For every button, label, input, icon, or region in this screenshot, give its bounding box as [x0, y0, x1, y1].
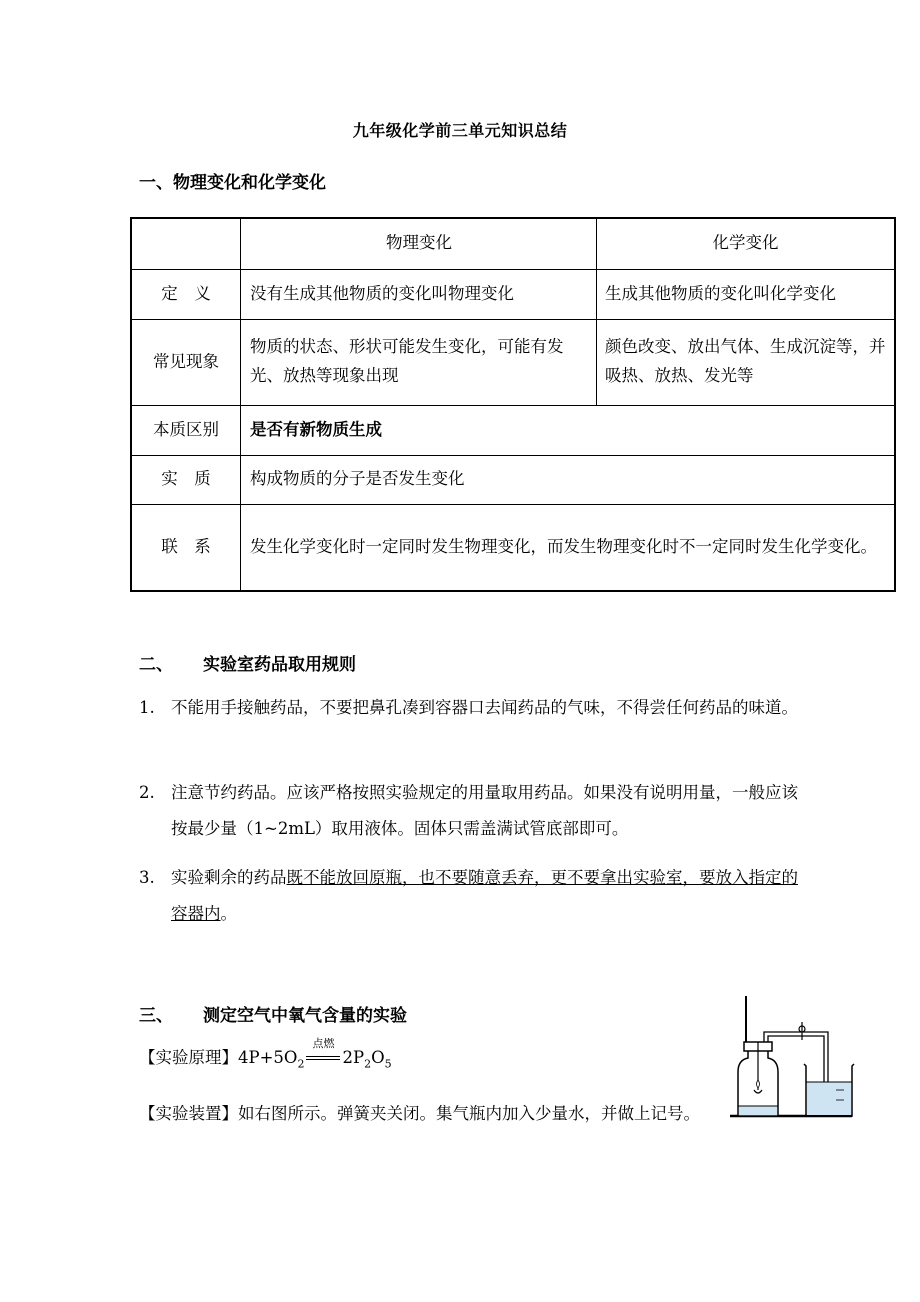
row-label: 常见现象 — [131, 319, 241, 405]
equation-subscript: 5 — [384, 1057, 392, 1071]
item-text: 注意节约药品。应该严格按照实验规定的用量取用药品。如果没有说明用量，一般应该按最少量（1~2mL）取用液体。固体只需盖满试管底部即可。 — [171, 783, 798, 838]
principle-label: 【实验原理】 — [139, 1048, 238, 1067]
equation-subscript: 2 — [364, 1057, 372, 1071]
condition-text: 点燃 — [312, 1036, 335, 1050]
list-item — [139, 860, 799, 932]
comparison-table — [130, 217, 896, 592]
equation-rhs: O — [371, 1048, 385, 1067]
section2-heading — [139, 650, 356, 675]
item-text-underlined: 既不能放回原瓶，也不要随意丢弃，更不要拿出实验室，要放入指定的容器内 — [171, 868, 798, 923]
item-text-plain: 实验剩余的药品 — [171, 868, 287, 887]
equation-subscript: 2 — [297, 1057, 305, 1071]
apparatus-label: 【实验装置】 — [139, 1104, 238, 1123]
item-number: 1. — [139, 698, 155, 717]
cell-merged: 发生化学变化时一定同时发生物理变化，而发生物理变化时不一定同时发生化学变化。 — [241, 504, 896, 591]
oxygen-experiment-apparatus — [724, 990, 864, 1122]
cell-merged: 是否有新物质生成 — [241, 405, 896, 455]
apparatus-text: 如右图所示。弹簧夹关闭。集气瓶内加入少量水，并做上记号。 — [238, 1104, 700, 1123]
section1-heading: 一、物理变化和化学变化 — [139, 173, 326, 193]
item-text — [171, 860, 799, 932]
item-text-end: 。 — [220, 904, 237, 923]
table-row — [131, 405, 895, 455]
cell-chemical: 生成其他物质的变化叫化学变化 — [597, 269, 896, 319]
section3-heading — [139, 1001, 407, 1026]
table-corner-cell — [131, 218, 241, 269]
page-title: 九年级化学前三单元知识总结 — [352, 121, 568, 140]
row-label: 定 义 — [131, 269, 241, 319]
equation-rhs: 2P — [342, 1048, 365, 1067]
header-chemical: 化学变化 — [597, 218, 896, 269]
row-label: 联 系 — [131, 504, 241, 591]
cell-chemical: 颜色改变、放出气体、生成沉淀等，并吸热、放热、发光等 — [597, 319, 896, 405]
list-item — [139, 690, 799, 726]
reaction-equation — [238, 1036, 392, 1083]
item-number: 3. — [139, 868, 155, 887]
cell-merged: 构成物质的分子是否发生变化 — [241, 455, 896, 504]
apparatus-paragraph — [139, 1095, 724, 1133]
table-row — [131, 455, 895, 504]
equation-lhs: 4P+5O — [238, 1048, 298, 1067]
item-text: 不能用手接触药品，不要把鼻孔凑到容器口去闻药品的气味，不得尝任何药品的味道。 — [171, 698, 798, 717]
section2-number: 二、 — [139, 655, 173, 675]
row-label: 实 质 — [131, 455, 241, 504]
principle-line — [139, 1036, 724, 1083]
table-header-row — [131, 218, 895, 269]
section3-title: 测定空气中氧气含量的实验 — [203, 1006, 407, 1026]
table-row — [131, 319, 895, 405]
list-item — [139, 775, 799, 847]
section3-number: 三、 — [139, 1006, 173, 1026]
header-physical: 物理变化 — [241, 218, 597, 269]
cell-physical: 物质的状态、形状可能发生变化，可能有发光、放热等现象出现 — [241, 319, 597, 405]
reaction-condition — [306, 1036, 340, 1066]
item-number: 2. — [139, 783, 155, 802]
row-label: 本质区别 — [131, 405, 241, 455]
section2-title: 实验室药品取用规则 — [203, 655, 356, 675]
cell-physical: 没有生成其他物质的变化叫物理变化 — [241, 269, 597, 319]
table-row — [131, 269, 895, 319]
table-row — [131, 504, 895, 591]
